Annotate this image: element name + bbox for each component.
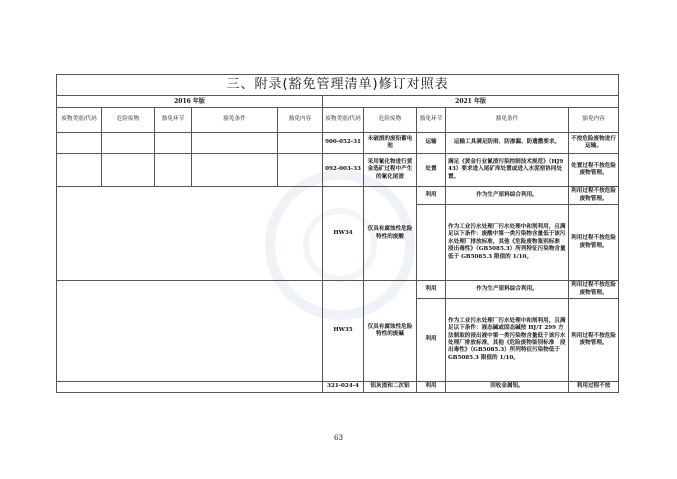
cell-waste: 仅具有腐蚀性危险特性的废酸 (364, 187, 417, 281)
header-old-waste: 危险废物 (102, 108, 155, 133)
cell-waste: 铝灰渣和二次铝 (364, 382, 417, 393)
cell-content: 利用过程不按危险废物管理。 (569, 187, 619, 205)
cell-stage: 处置 (417, 154, 446, 187)
cell-condition: 满足《黄金行业氰渣污染控制技术规范》（HJ943）要求进入尾矿库处置或进入水泥窑协同处置。 (446, 154, 569, 187)
header-new-code: 废物类别/代码 (323, 108, 364, 133)
header-old-content: 豁免内容 (278, 108, 323, 133)
cell-condition: 作为工业污水处理厂污水处理中和剂利用，且满足以下条件：液态碱或固态碱按 HJ/T 299 方法制取的浸出液中第一类污染物含量低于该污水处理厂排放标准，其他《危险废物鉴别标准 浸出毒性》（GB5085.3）所列特征污染物低于 GB5085.3 限值的 1/10。 (446, 299, 569, 382)
header-new-waste: 危险废物 (364, 108, 417, 133)
cell-stage-empty (417, 205, 446, 281)
old-version-empty-cell (57, 187, 323, 281)
cell-stage: 利用 (417, 187, 446, 205)
cell-content: 利用过程不按危险废物管理。 (569, 281, 619, 299)
cell-condition: 作为生产原料综合利用。 (446, 187, 569, 205)
cell-code: HW34 (323, 187, 364, 281)
cell-condition: 运输工具满足防雨、防渗漏、防遗撒要求。 (446, 133, 569, 154)
table-row (57, 281, 619, 299)
version-2016: 2016 年版 (57, 96, 323, 108)
version-2021: 2021 年版 (323, 96, 619, 108)
table-row (57, 382, 619, 393)
cell-code: HW35 (323, 281, 364, 382)
cell-stage: 利用 (417, 382, 446, 393)
column-header-row (57, 108, 619, 133)
revision-comparison-table (56, 74, 619, 393)
old-version-empty-cell (57, 382, 323, 393)
cell-content: 不按危险废物进行运输。 (569, 133, 619, 154)
header-old-condition: 豁免条件 (192, 108, 278, 133)
cell-waste: 未破损的废铅蓄电池 (364, 133, 417, 154)
cell-content: 处置过程不按危险废物管理。 (569, 154, 619, 187)
cell-stage: 利用 (417, 299, 446, 382)
cell-condition: 作为生产原料综合利用。 (446, 281, 569, 299)
header-new-content: 豁免内容 (569, 108, 619, 133)
header-old-stage: 豁免环节 (155, 108, 192, 133)
cell-waste: 采用氰化物进行黄金选矿过程中产生的氰化尾渣 (364, 154, 417, 187)
old-version-empty-cell (57, 281, 323, 382)
cell-condition: 回收金属铝。 (446, 382, 569, 393)
cell-condition: 作为工业污水处理厂污水处理中和剂利用，且满足以下条件：废酸中第一类污染物含量低于该污水处理厂排放标准，其他《危险废物鉴别标准 浸出毒性》（GB5085.3）所列特征污染物含量低于 GB5085.3 限值的 1/10。 (446, 205, 569, 281)
table-row (57, 133, 619, 154)
cell-code: 900-052-31 (323, 133, 364, 154)
header-old-code: 废物类别/代码 (57, 108, 102, 133)
cell-stage: 利用 (417, 281, 446, 299)
cell-stage: 运输 (417, 133, 446, 154)
header-new-stage: 豁免环节 (417, 108, 446, 133)
cell-content: 利用过程不按 (569, 382, 619, 393)
cell-content: 利用过程不按危险废物管理。 (569, 299, 619, 382)
table-title: 三、附录(豁免管理清单)修订对照表 (57, 75, 619, 96)
cell-content: 利用过程不按危险废物管理。 (569, 205, 619, 281)
table-row (57, 187, 619, 205)
page-number: 63 (334, 434, 343, 442)
header-new-condition: 豁免条件 (446, 108, 569, 133)
cell-code: 092-003-33 (323, 154, 364, 187)
cell-waste: 仅具有腐蚀性危险特性的废碱 (364, 281, 417, 382)
cell-code: 321-024-4 (323, 382, 364, 393)
table-row (57, 154, 619, 187)
